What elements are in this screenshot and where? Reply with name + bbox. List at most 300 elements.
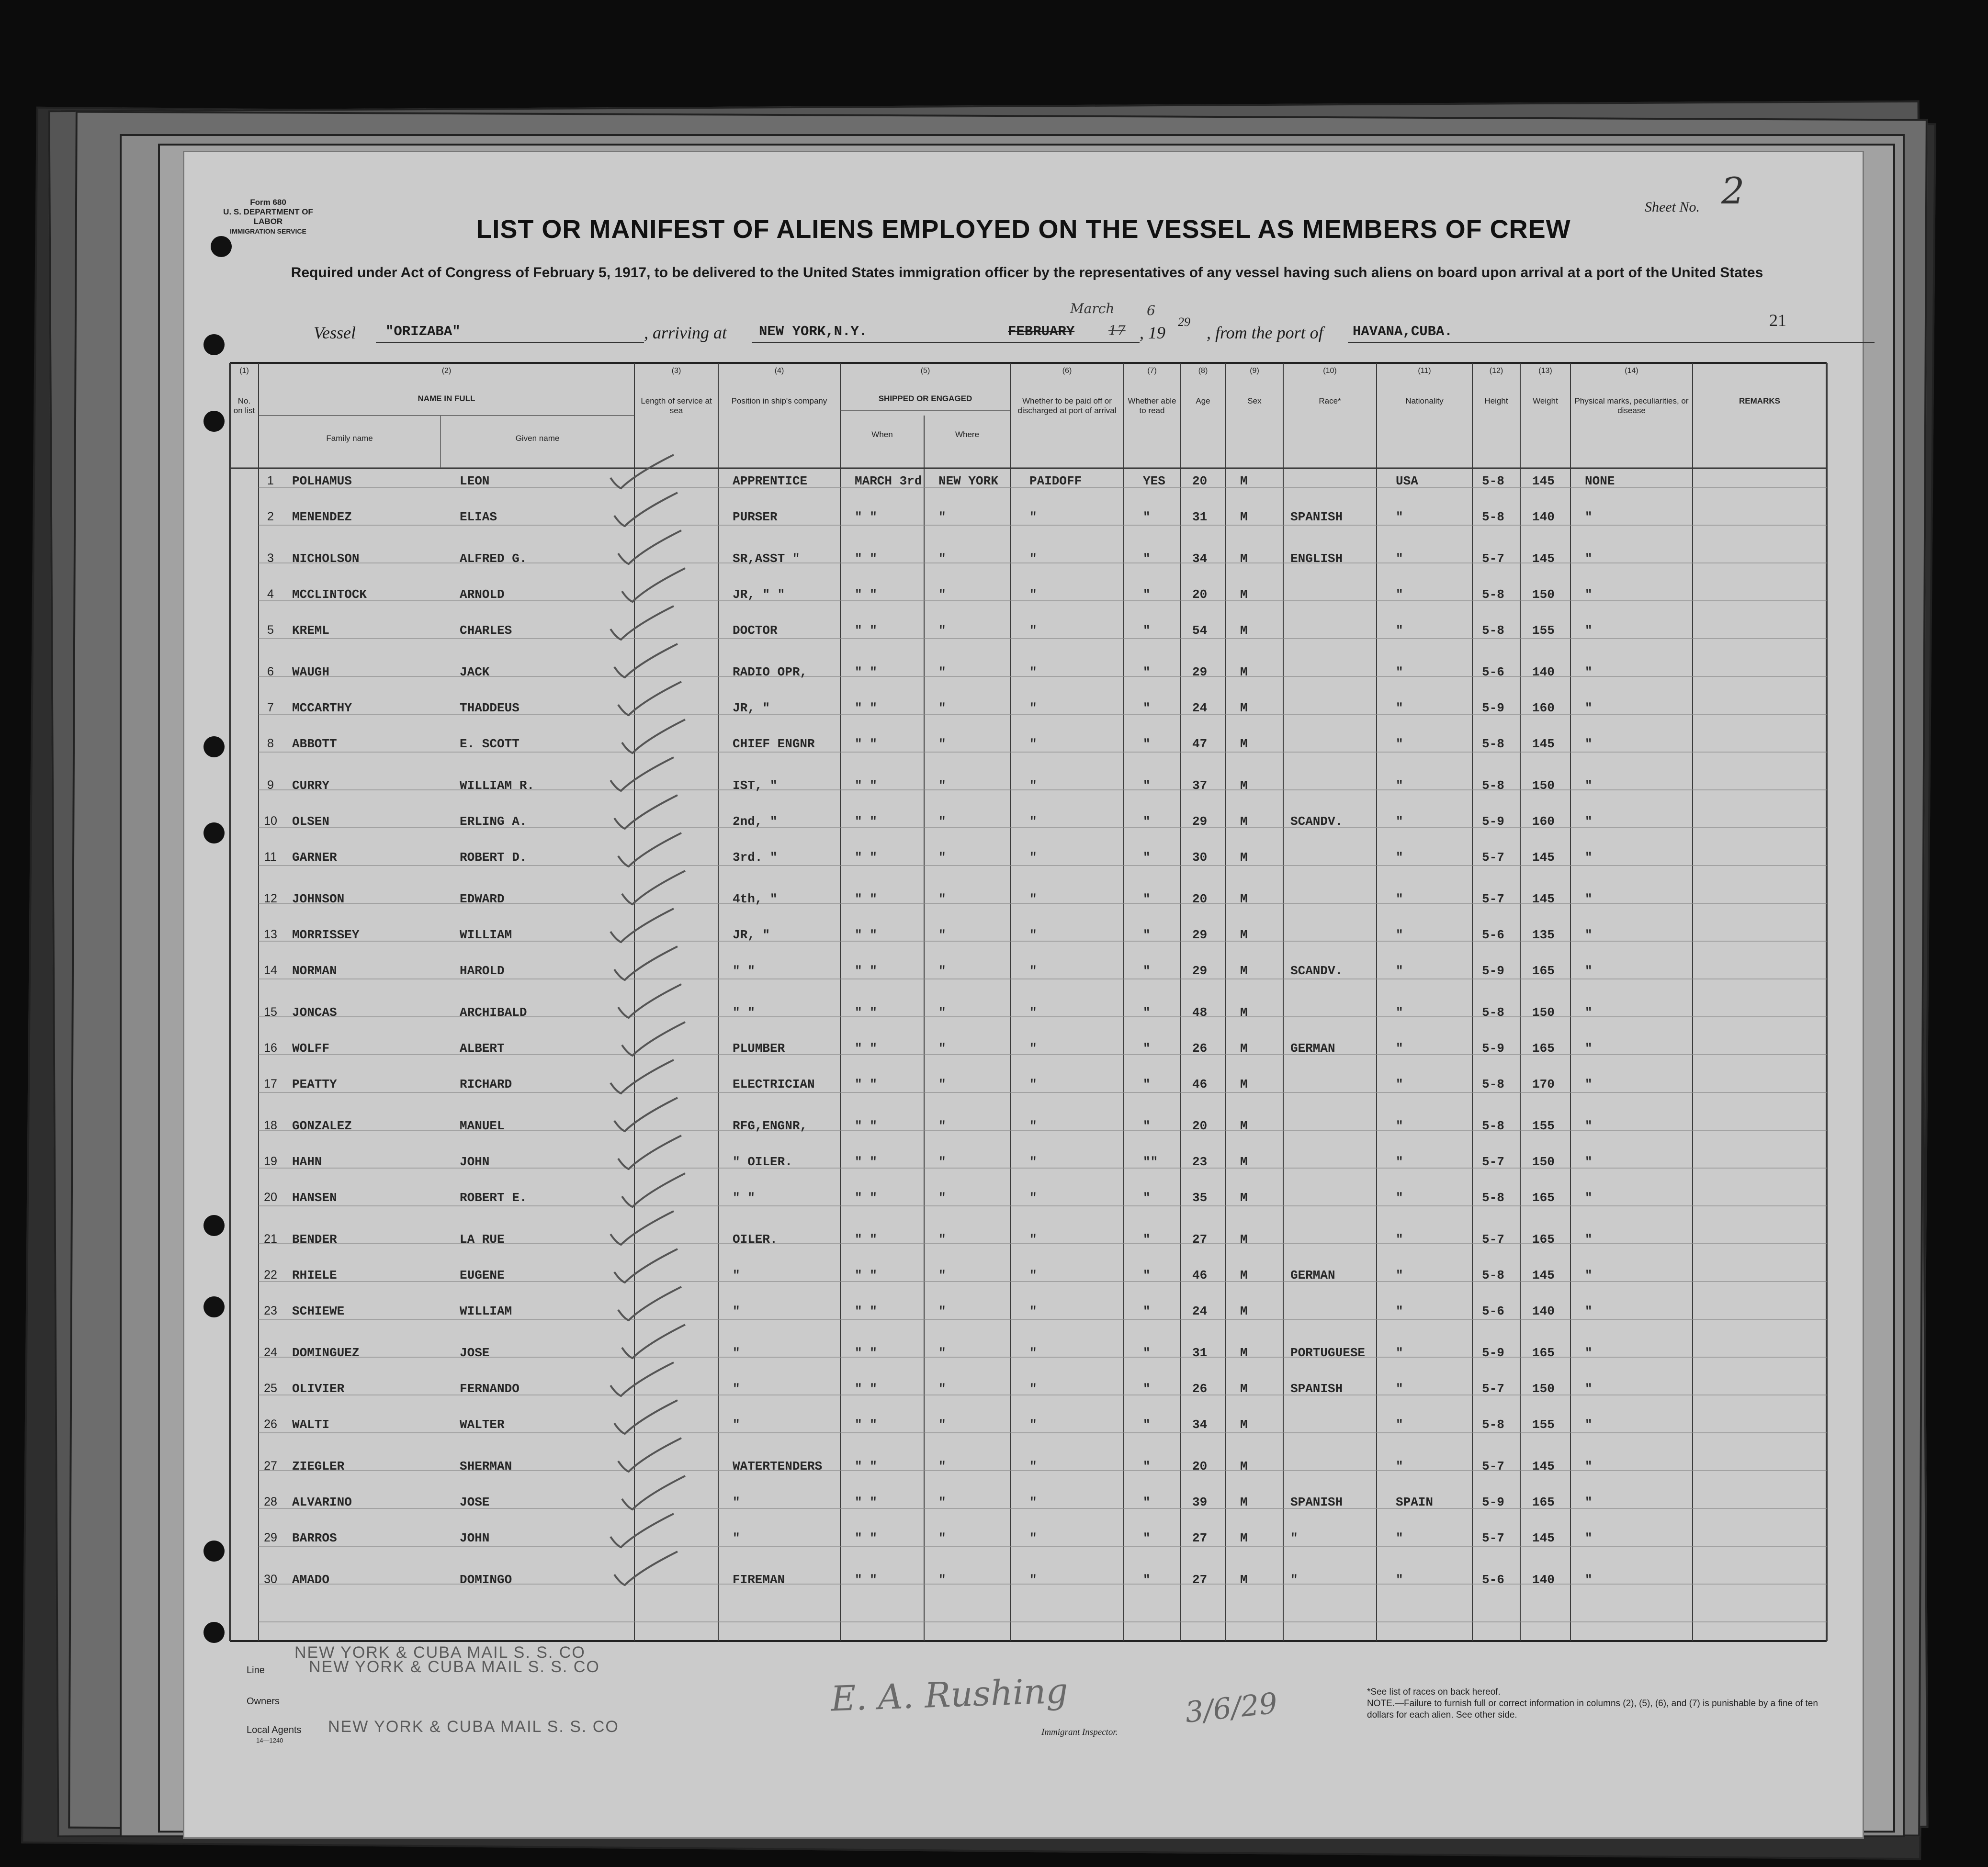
- cell-position: " ": [733, 1005, 755, 1020]
- row-number: 28: [264, 1495, 277, 1508]
- cell-position: IST, ": [733, 778, 778, 793]
- cell-sex: M: [1240, 1417, 1248, 1432]
- cell-age: 46: [1192, 1268, 1208, 1282]
- cell-when: " ": [855, 1573, 877, 1587]
- column-header: Weight: [1533, 396, 1558, 405]
- cell-marks: ": [1585, 892, 1593, 906]
- cell-family: ALVARINO: [292, 1495, 352, 1509]
- cell-when: " ": [855, 1041, 877, 1056]
- cell-family: ZIEGLER: [292, 1459, 345, 1473]
- cell-given: SHERMAN: [460, 1459, 512, 1473]
- cell-sex: M: [1240, 1268, 1248, 1282]
- cell-height: 5-8: [1482, 1191, 1504, 1205]
- cell-nat: ": [1396, 1155, 1403, 1169]
- cell-weight: 145: [1532, 737, 1555, 751]
- footnotes: [1367, 1687, 1841, 1721]
- check-mark: [614, 1098, 678, 1131]
- column-header: Height: [1484, 396, 1508, 405]
- row-number: 16: [264, 1041, 277, 1055]
- cell-marks: ": [1585, 1119, 1593, 1133]
- cell-read: ": [1143, 737, 1151, 751]
- cell-paid: ": [1029, 850, 1037, 865]
- cell-weight: 145: [1532, 1268, 1555, 1282]
- cell-nat: ": [1396, 587, 1403, 602]
- column-number: (13): [1538, 367, 1552, 375]
- cell-where: ": [938, 1041, 946, 1056]
- cell-paid: ": [1029, 701, 1037, 715]
- penalty-note: NOTE.—Failure to furnish full or correct information in columns (2), (5), (6), and (7) is punishable by a fine of ten dollars for each alien. See other side.: [1367, 1698, 1818, 1720]
- cell-given: THADDEUS: [460, 701, 520, 715]
- cell-marks: ": [1585, 551, 1593, 566]
- cell-given: ELIAS: [460, 510, 497, 524]
- cell-marks: ": [1585, 1573, 1593, 1587]
- cell-when: " ": [855, 551, 877, 566]
- cell-nat: ": [1396, 623, 1403, 638]
- cell-sex: M: [1240, 1531, 1248, 1545]
- cell-paid: ": [1029, 1495, 1037, 1509]
- cell-age: 26: [1192, 1041, 1208, 1056]
- arrival-month-struck: FEBRUARY: [1008, 324, 1075, 339]
- cell-position: RADIO OPR,: [733, 665, 808, 679]
- cell-weight: 145: [1532, 892, 1555, 906]
- cell-where: ": [938, 1417, 946, 1432]
- cell-sex: M: [1240, 701, 1248, 715]
- check-mark: [622, 1325, 685, 1358]
- cell-height: 5-7: [1482, 850, 1504, 865]
- row-number: 8: [267, 737, 274, 750]
- cell-family: PEATTY: [292, 1077, 337, 1091]
- cell-where: ": [938, 928, 946, 942]
- column-number: (6): [1062, 367, 1072, 375]
- cell-weight: 165: [1532, 1346, 1555, 1360]
- cell-paid: ": [1029, 510, 1037, 524]
- check-mark: [622, 1476, 685, 1509]
- cell-sex: M: [1240, 1459, 1248, 1473]
- cell-where: ": [938, 1119, 946, 1133]
- cell-paid: ": [1029, 778, 1037, 793]
- cell-position: PLUMBER: [733, 1041, 785, 1056]
- cell-sex: M: [1240, 1077, 1248, 1091]
- cell-age: 46: [1192, 1077, 1208, 1091]
- cell-age: 34: [1192, 551, 1208, 566]
- cell-height: 5-8: [1482, 1417, 1504, 1432]
- cell-when: " ": [855, 1119, 877, 1133]
- cell-family: POLHAMUS: [292, 474, 352, 488]
- cell-age: 37: [1192, 778, 1208, 793]
- cell-nat: ": [1396, 1191, 1403, 1205]
- cell-marks: ": [1585, 1459, 1593, 1473]
- cell-where: ": [938, 623, 946, 638]
- row-number: 4: [267, 587, 274, 601]
- signature-date: 3/6/29: [1183, 1687, 1279, 1730]
- cell-sex: M: [1240, 623, 1248, 638]
- cell-sex: M: [1240, 1346, 1248, 1360]
- cell-nat: SPAIN: [1396, 1495, 1434, 1509]
- cell-given: JOSE: [460, 1346, 490, 1360]
- cell-position: ": [733, 1495, 740, 1509]
- cell-read: ": [1143, 551, 1151, 566]
- cell-position: " OILER.: [733, 1155, 792, 1169]
- cell-given: ALFRED G.: [460, 551, 527, 566]
- cell-where: ": [938, 964, 946, 978]
- cell-when: " ": [855, 701, 877, 715]
- cell-read: ": [1143, 1268, 1151, 1282]
- cell-age: 29: [1192, 814, 1208, 829]
- cell-family: MORRISSEY: [292, 928, 360, 942]
- row-number: 3: [267, 551, 274, 565]
- cell-family: OLIVIER: [292, 1382, 345, 1396]
- manifest-page: [184, 152, 1863, 1837]
- cell-age: 20: [1192, 587, 1208, 602]
- cell-sex: M: [1240, 778, 1248, 793]
- cell-weight: 160: [1532, 814, 1555, 829]
- cell-marks: ": [1585, 1531, 1593, 1545]
- check-mark: [618, 682, 681, 715]
- cell-nat: ": [1396, 701, 1403, 715]
- row-number: 18: [264, 1119, 277, 1132]
- cell-read: YES: [1143, 474, 1165, 488]
- cell-age: 27: [1192, 1531, 1208, 1545]
- cell-marks: ": [1585, 587, 1593, 602]
- cell-age: 31: [1192, 1346, 1208, 1360]
- cell-given: MANUEL: [460, 1119, 505, 1133]
- cell-given: CHARLES: [460, 623, 512, 638]
- cell-paid: ": [1029, 1191, 1037, 1205]
- arriving-label: , arriving at: [644, 323, 727, 342]
- cell-where: ": [938, 814, 946, 829]
- cell-weight: 145: [1532, 1531, 1555, 1545]
- cell-family: AMADO: [292, 1573, 330, 1587]
- cell-family: BENDER: [292, 1232, 337, 1247]
- column-number: (10): [1323, 367, 1337, 375]
- cell-when: MARCH 3rd: [855, 474, 922, 488]
- arrival-day-struck: 17: [1108, 323, 1126, 338]
- column-header: Nationality: [1405, 396, 1444, 405]
- cell-paid: ": [1029, 1119, 1037, 1133]
- cell-marks: ": [1585, 928, 1593, 942]
- cell-family: NICHOLSON: [292, 551, 360, 566]
- column-header: Whether to be paid off or discharged at port of arrival: [1017, 396, 1117, 415]
- cell-marks: ": [1585, 1268, 1593, 1282]
- cell-when: " ": [855, 1191, 877, 1205]
- cell-position: JR, " ": [733, 587, 785, 602]
- owners-label: Owners: [247, 1696, 280, 1707]
- cell-sex: M: [1240, 1382, 1248, 1396]
- cell-nat: ": [1396, 1304, 1403, 1318]
- cell-nat: ": [1396, 1041, 1403, 1056]
- arrival-day-handwritten: 6: [1147, 303, 1155, 318]
- cell-marks: ": [1585, 1155, 1593, 1169]
- cell-family: JONCAS: [292, 1005, 337, 1020]
- cell-position: ": [733, 1268, 740, 1282]
- cell-age: 20: [1192, 1459, 1208, 1473]
- cell-height: 5-7: [1482, 1531, 1504, 1545]
- column-header: REMARKS: [1739, 396, 1780, 405]
- cell-when: " ": [855, 778, 877, 793]
- row-number: 25: [264, 1382, 277, 1395]
- cell-weight: 140: [1532, 1573, 1555, 1587]
- cell-family: HANSEN: [292, 1191, 337, 1205]
- year-prefix: , 19: [1140, 323, 1165, 342]
- check-mark: [614, 795, 678, 829]
- cell-height: 5-7: [1482, 1155, 1504, 1169]
- cell-position: 2nd, ": [733, 814, 778, 829]
- column-number: (5): [920, 367, 930, 375]
- cell-weight: 150: [1532, 1005, 1555, 1020]
- cell-weight: 160: [1532, 701, 1555, 715]
- cell-given: E. SCOTT: [460, 737, 520, 751]
- cell-age: 47: [1192, 737, 1208, 751]
- cell-race: ENGLISH: [1290, 551, 1343, 566]
- column-header: Whether able to read: [1128, 396, 1176, 415]
- vessel-label: Vessel: [314, 323, 356, 342]
- cell-position: ": [733, 1304, 740, 1318]
- cell-age: 30: [1192, 850, 1208, 865]
- check-mark: [618, 1438, 681, 1472]
- check-mark: [610, 1060, 674, 1093]
- cell-where: ": [938, 510, 946, 524]
- check-mark: [622, 1022, 685, 1056]
- cell-age: 27: [1192, 1573, 1208, 1587]
- cell-where: ": [938, 1459, 946, 1473]
- cell-nat: ": [1396, 1346, 1403, 1360]
- cell-marks: ": [1585, 1005, 1593, 1020]
- check-mark: [614, 946, 678, 980]
- cell-weight: 165: [1532, 1495, 1555, 1509]
- check-mark: [618, 833, 681, 866]
- cell-sex: M: [1240, 814, 1248, 829]
- cell-given: ROBERT E.: [460, 1191, 527, 1205]
- cell-family: DOMINGUEZ: [292, 1346, 360, 1360]
- cell-marks: ": [1585, 510, 1593, 524]
- cell-when: " ": [855, 1531, 877, 1545]
- cell-position: 3rd. ": [733, 850, 778, 865]
- row-number: 30: [264, 1573, 277, 1586]
- cell-age: 39: [1192, 1495, 1208, 1509]
- cell-where: ": [938, 1304, 946, 1318]
- agents-stamp: NEW YORK & CUBA MAIL S. S. CO: [328, 1718, 619, 1736]
- cell-race: SPANISH: [1290, 510, 1343, 524]
- cell-given: ERLING A.: [460, 814, 527, 829]
- cell-position: JR, ": [733, 701, 770, 715]
- cell-nat: ": [1396, 551, 1403, 566]
- cell-height: 5-8: [1482, 623, 1504, 638]
- cell-where: ": [938, 1495, 946, 1509]
- check-mark: [614, 1400, 678, 1434]
- cell-weight: 155: [1532, 1119, 1555, 1133]
- row-number: 20: [264, 1191, 277, 1204]
- cell-age: 29: [1192, 928, 1208, 942]
- cell-height: 5-9: [1482, 1041, 1504, 1056]
- cell-nat: ": [1396, 1268, 1403, 1282]
- cell-height: 5-7: [1482, 551, 1504, 566]
- cell-race: PORTUGUESE: [1290, 1346, 1366, 1360]
- cell-paid: ": [1029, 737, 1037, 751]
- cell-height: 5-8: [1482, 1268, 1504, 1282]
- cell-position: FIREMAN: [733, 1573, 785, 1587]
- column-number: (9): [1250, 367, 1259, 375]
- cell-given: EDWARD: [460, 892, 505, 906]
- cell-age: 34: [1192, 1417, 1208, 1432]
- cell-sex: M: [1240, 587, 1248, 602]
- cell-marks: ": [1585, 1382, 1593, 1396]
- cell-given: JOHN: [460, 1531, 490, 1545]
- cell-marks: ": [1585, 1304, 1593, 1318]
- cell-height: 5-9: [1482, 1346, 1504, 1360]
- cell-family: MCCLINTOCK: [292, 587, 367, 602]
- cell-weight: 155: [1532, 623, 1555, 638]
- cell-weight: 145: [1532, 474, 1555, 488]
- cell-paid: ": [1029, 623, 1037, 638]
- cell-read: ": [1143, 1346, 1151, 1360]
- cell-sex: M: [1240, 1155, 1248, 1169]
- cell-position: APPRENTICE: [733, 474, 808, 488]
- check-mark: [614, 493, 678, 526]
- row-number: 27: [264, 1459, 277, 1473]
- cell-read: ": [1143, 1495, 1151, 1509]
- cell-age: 27: [1192, 1232, 1208, 1247]
- sheet-label: Sheet No.: [1645, 199, 1700, 215]
- cell-read: ": [1143, 964, 1151, 978]
- row-number: 24: [264, 1346, 277, 1359]
- row-number: 5: [267, 623, 274, 637]
- cell-paid: ": [1029, 1304, 1037, 1318]
- cell-nat: ": [1396, 1459, 1403, 1473]
- row-number: 21: [264, 1232, 277, 1246]
- cell-nat: ": [1396, 665, 1403, 679]
- cell-read: ": [1143, 623, 1151, 638]
- cell-paid: ": [1029, 1268, 1037, 1282]
- cell-nat: USA: [1396, 474, 1418, 488]
- check-mark: [618, 530, 681, 564]
- cell-when: " ": [855, 1495, 877, 1509]
- cell-nat: ": [1396, 778, 1403, 793]
- cell-height: 5-8: [1482, 510, 1504, 524]
- cell-nat: ": [1396, 1232, 1403, 1247]
- cell-given: WALTER: [460, 1417, 505, 1432]
- cell-when: " ": [855, 1077, 877, 1091]
- cell-paid: ": [1029, 1531, 1037, 1545]
- cell-age: 26: [1192, 1382, 1208, 1396]
- cell-marks: ": [1585, 1417, 1593, 1432]
- cell-read: ": [1143, 665, 1151, 679]
- cell-where: ": [938, 587, 946, 602]
- cell-age: 54: [1192, 623, 1208, 638]
- cell-nat: ": [1396, 928, 1403, 942]
- cell-weight: 135: [1532, 928, 1555, 942]
- check-mark: [618, 1136, 681, 1169]
- cell-read: ": [1143, 1005, 1151, 1020]
- cell-weight: 140: [1532, 510, 1555, 524]
- cell-nat: ": [1396, 814, 1403, 829]
- subheader-given-name: Given name: [515, 434, 560, 443]
- cell-when: " ": [855, 510, 877, 524]
- check-mark: [614, 644, 678, 677]
- line-stamp: NEW YORK & CUBA MAIL S. S. CO: [294, 1643, 586, 1662]
- cell-age: 48: [1192, 1005, 1208, 1020]
- cell-marks: ": [1585, 1346, 1593, 1360]
- cell-where: ": [938, 1346, 946, 1360]
- row-number: 9: [267, 778, 274, 792]
- cell-age: 20: [1192, 474, 1208, 488]
- cell-family: MENENDEZ: [292, 510, 352, 524]
- cell-sex: M: [1240, 665, 1248, 679]
- cell-when: " ": [855, 892, 877, 906]
- cell-race: SPANISH: [1290, 1495, 1343, 1509]
- cell-family: HAHN: [292, 1155, 322, 1169]
- row-number: 17: [264, 1077, 277, 1091]
- cell-read: "": [1143, 1155, 1158, 1169]
- cell-position: RFG,ENGNR,: [733, 1119, 808, 1133]
- column-number: (3): [671, 367, 681, 375]
- inspector-signature: E. A. Rushing: [830, 1670, 1069, 1719]
- cell-sex: M: [1240, 1304, 1248, 1318]
- cell-read: ": [1143, 1304, 1151, 1318]
- cell-age: 31: [1192, 510, 1208, 524]
- cell-when: " ": [855, 737, 877, 751]
- check-mark: [614, 1249, 678, 1282]
- cell-when: " ": [855, 964, 877, 978]
- subheader-family-name: Family name: [326, 434, 373, 443]
- subheader-when: When: [871, 430, 893, 439]
- cell-race: GERMAN: [1290, 1268, 1335, 1282]
- cell-when: " ": [855, 1232, 877, 1247]
- row-number: 11: [264, 850, 277, 864]
- cell-given: ARCHIBALD: [460, 1005, 527, 1020]
- cell-paid: ": [1029, 1155, 1037, 1169]
- row-number: 12: [264, 892, 277, 905]
- cell-family: GARNER: [292, 850, 337, 865]
- cell-given: WILLIAM: [460, 1304, 512, 1318]
- cell-height: 5-6: [1482, 928, 1504, 942]
- cell-read: ": [1143, 1531, 1151, 1545]
- cell-family: OLSEN: [292, 814, 330, 829]
- cell-read: ": [1143, 814, 1151, 829]
- cell-read: ": [1143, 701, 1151, 715]
- column-header: No. on list: [233, 396, 255, 415]
- cell-when: " ": [855, 850, 877, 865]
- cell-height: 5-6: [1482, 1304, 1504, 1318]
- cell-sex: M: [1240, 737, 1248, 751]
- cell-where: ": [938, 1382, 946, 1396]
- cell-given: LEON: [460, 474, 490, 488]
- row-number: 29: [264, 1531, 277, 1544]
- cell-where: ": [938, 665, 946, 679]
- check-mark: [610, 1514, 674, 1547]
- row-number: 26: [264, 1417, 277, 1431]
- check-mark: [614, 1552, 678, 1585]
- cell-age: 20: [1192, 892, 1208, 906]
- row-number: 13: [264, 928, 277, 941]
- cell-sex: M: [1240, 1232, 1248, 1247]
- cell-when: " ": [855, 1304, 877, 1318]
- row-number: 14: [264, 964, 277, 977]
- cell-nat: ": [1396, 964, 1403, 978]
- cell-nat: ": [1396, 1382, 1403, 1396]
- cell-position: " ": [733, 964, 755, 978]
- cell-position: ": [733, 1531, 740, 1545]
- cell-read: ": [1143, 1232, 1151, 1247]
- cell-marks: ": [1585, 814, 1593, 829]
- cell-sex: M: [1240, 850, 1248, 865]
- cell-family: ABBOTT: [292, 737, 337, 751]
- column-header: Length of service at sea: [641, 396, 712, 415]
- arrival-month-handwritten: March: [1070, 301, 1115, 316]
- cell-paid: ": [1029, 892, 1037, 906]
- cell-marks: ": [1585, 1232, 1593, 1247]
- form-number: Form 680: [250, 198, 286, 207]
- cell-weight: 155: [1532, 1417, 1555, 1432]
